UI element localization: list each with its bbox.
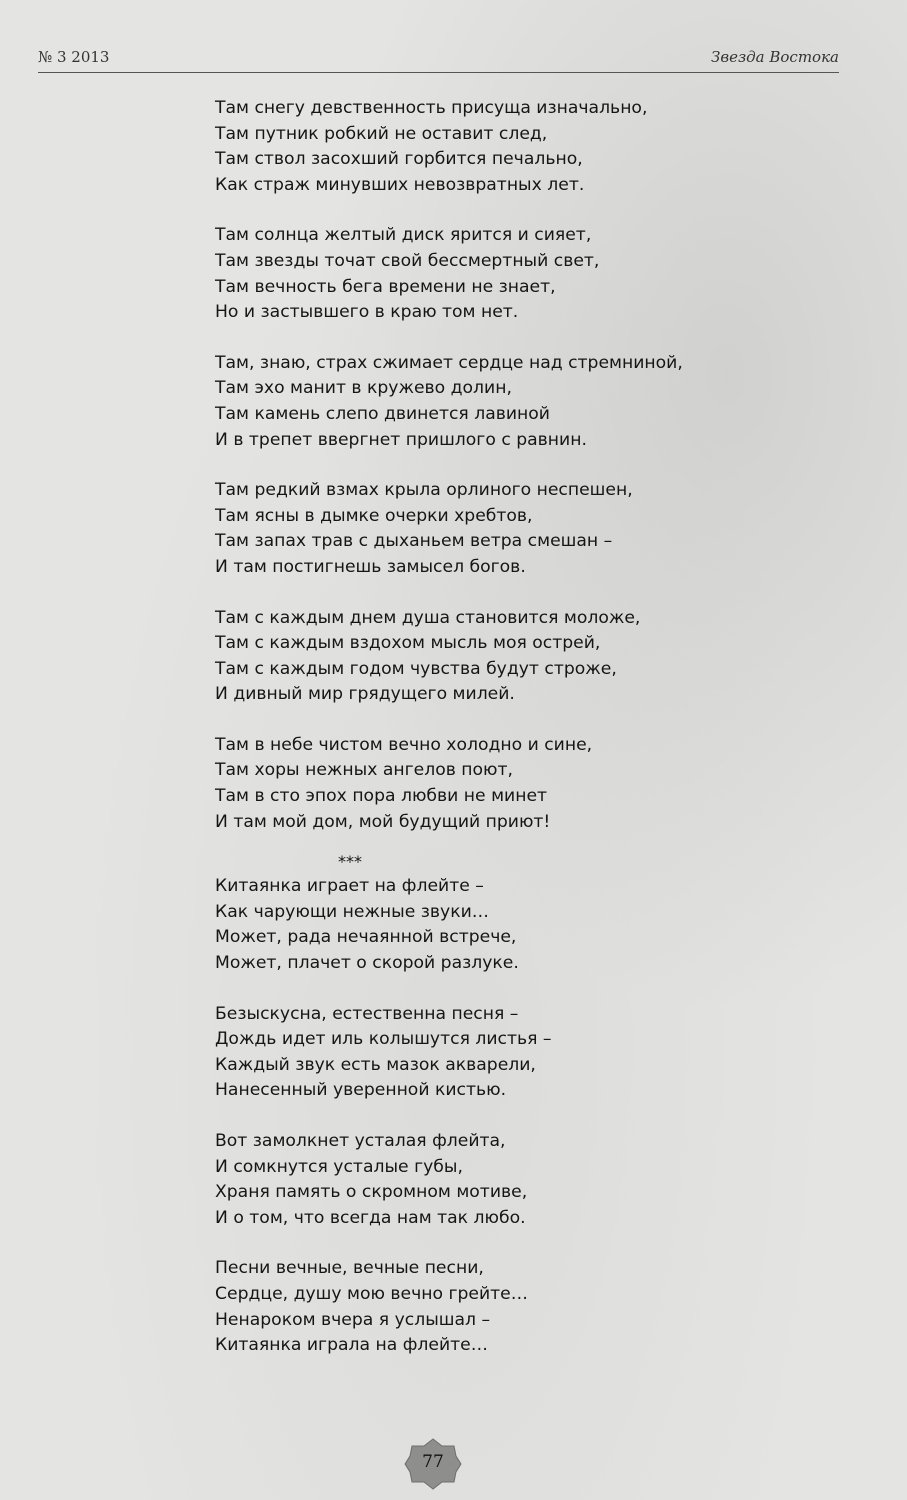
magazine-title: Звезда Востока <box>711 48 839 66</box>
poem-line: Там запах трав с дыханьем ветра смешан – <box>215 531 613 552</box>
poem-part-two <box>215 874 775 1359</box>
poem-line: Там в сто эпох пора любви не минет <box>215 786 548 807</box>
poem-line: Как чарующи нежные звуки… <box>215 901 489 922</box>
poem-line: И там мой дом, мой будущий приют! <box>215 811 551 832</box>
poem-line: Там ствол засохший горбится печально, <box>215 149 583 170</box>
poem-line: Нанесенный уверенной кистью. <box>215 1080 507 1101</box>
poem-line: Там с каждым годом чувства будут строже, <box>215 658 617 679</box>
poem-line: Безыскусна, естественна песня – <box>215 1003 519 1024</box>
page-header <box>38 46 839 73</box>
page-number: 77 <box>422 1452 444 1472</box>
poem-line: Храня память о скромном мотиве, <box>215 1182 528 1203</box>
poem-line: Там камень слепо двинется лавиной <box>215 403 550 424</box>
poem-line: Там с каждым днем душа становится моложе, <box>215 607 641 628</box>
section-divider: *** <box>338 852 362 872</box>
poem-line: И в трепет ввергнет пришлого с равнин. <box>215 429 587 450</box>
stanza <box>215 1002 775 1104</box>
stanza <box>215 223 775 325</box>
poem-line: Может, рада нечаянной встрече, <box>215 927 517 948</box>
poem-line: Песни вечные, вечные песни, <box>215 1258 484 1279</box>
poem-line: И сомкнутся усталые губы, <box>215 1156 463 1177</box>
poem-line: Там с каждым вздохом мысль моя острей, <box>215 633 601 654</box>
poem-line: Может, плачет о скорой разлуке. <box>215 953 519 974</box>
poem-line: И там постигнешь замысел богов. <box>215 556 526 577</box>
poem-text <box>215 96 775 1384</box>
stanza <box>215 351 775 453</box>
poem-part-one <box>215 96 775 835</box>
poem-line: Но и застывшего в краю том нет. <box>215 302 519 323</box>
poem-line: Там солнца желтый диск ярится и сияет, <box>215 225 592 246</box>
stanza <box>215 874 775 976</box>
stanza <box>215 96 775 198</box>
stanza <box>215 1256 775 1358</box>
stanza <box>215 733 775 835</box>
poem-line: Там путник робкий не оставит след, <box>215 123 548 144</box>
poem-line: Там хоры нежных ангелов поют, <box>215 760 513 781</box>
poem-line: Там в небе чистом вечно холодно и сине, <box>215 734 593 755</box>
page-number-badge <box>404 1438 462 1490</box>
poem-line: Китаянка играет на флейте – <box>215 876 484 897</box>
poem-line: Там ясны в дымке очерки хребтов, <box>215 505 533 526</box>
poem-line: Каждый звук есть мазок акварели, <box>215 1054 536 1075</box>
poem-line: И о том, что всегда нам так любо. <box>215 1207 526 1228</box>
poem-line: Там снегу девственность присуща изначально, <box>215 98 648 118</box>
poem-line: Там, знаю, страх сжимает сердце над стремниной, <box>215 352 683 373</box>
poem-line: Вот замолкнет усталая флейта, <box>215 1131 506 1151</box>
poem-line: Ненароком вчера я услышал – <box>215 1309 491 1330</box>
poem-line: Там звезды точат свой бессмертный свет, <box>215 250 600 271</box>
poem-line: Как страж минувших невозвратных лет. <box>215 174 585 195</box>
poem-line: Сердце, душу мою вечно грейте… <box>215 1283 528 1304</box>
poem-line: Там вечность бега времени не знает, <box>215 276 556 297</box>
poem-line: Там эхо манит в кружево долин, <box>215 378 512 399</box>
poem-line: Дождь идет иль колышутся листья – <box>215 1029 552 1050</box>
stanza <box>215 1129 775 1231</box>
poem-line: И дивный мир грядущего милей. <box>215 684 515 705</box>
stanza <box>215 478 775 580</box>
poem-line: Китаянка играла на флейте… <box>215 1335 488 1356</box>
stanza <box>215 606 775 708</box>
issue-number: № 3 2013 <box>38 48 110 66</box>
poem-line: Там редкий взмах крыла орлиного неспешен, <box>215 480 633 501</box>
